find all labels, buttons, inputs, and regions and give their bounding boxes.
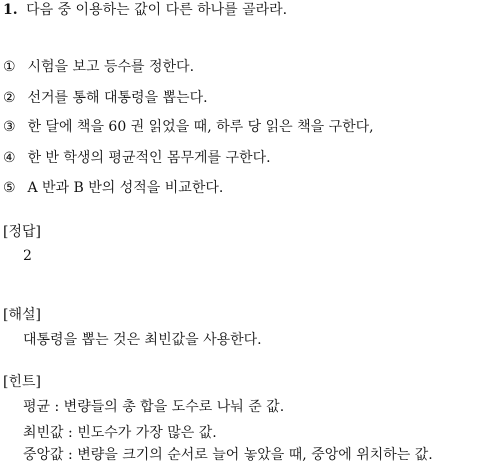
- option-text: 시험을 보고 등수를 정한다.: [27, 59, 195, 75]
- answer-value: 2: [23, 248, 32, 264]
- option-text: 한 반 학생의 평균적인 몸무게를 구한다.: [27, 150, 271, 166]
- option-text: 선거를 통해 대통령을 뽑는다.: [27, 90, 208, 106]
- question-number: 1.: [3, 2, 18, 18]
- hint-label: [힌트]: [3, 374, 41, 390]
- option-marker: ④: [3, 150, 16, 166]
- answer-label: [정답]: [3, 224, 41, 240]
- option-marker: ⑤: [3, 180, 16, 196]
- option-marker: ①: [3, 59, 16, 75]
- question-line: [3, 1, 287, 19]
- hint-item: 최빈값 : 빈도수가 가장 많은 값.: [23, 425, 217, 441]
- option-3: [3, 118, 374, 136]
- explanation-label: [해설]: [3, 307, 41, 323]
- option-marker: ③: [3, 119, 16, 135]
- option-1: [3, 58, 194, 76]
- option-marker: ②: [3, 90, 16, 106]
- explanation-text: 대통령을 뽑는 것은 최빈값을 사용한다.: [23, 332, 262, 348]
- option-5: [3, 179, 223, 197]
- option-text: 한 달에 책을 60 권 읽었을 때, 하루 당 읽은 책을 구한다,: [27, 119, 374, 135]
- option-2: [3, 89, 208, 107]
- option-4: [3, 149, 271, 167]
- hint-item: 중앙값 : 변량을 크기의 순서로 늘어 놓았을 때, 중앙에 위치하는 값.: [23, 447, 433, 463]
- hint-item: 평균 : 변량들의 총 합을 도수로 나눠 준 값.: [23, 399, 285, 415]
- question-text: 다음 중 이용하는 값이 다른 하나를 골라라.: [26, 2, 288, 18]
- option-text: A 반과 B 반의 성적을 비교한다.: [27, 180, 224, 196]
